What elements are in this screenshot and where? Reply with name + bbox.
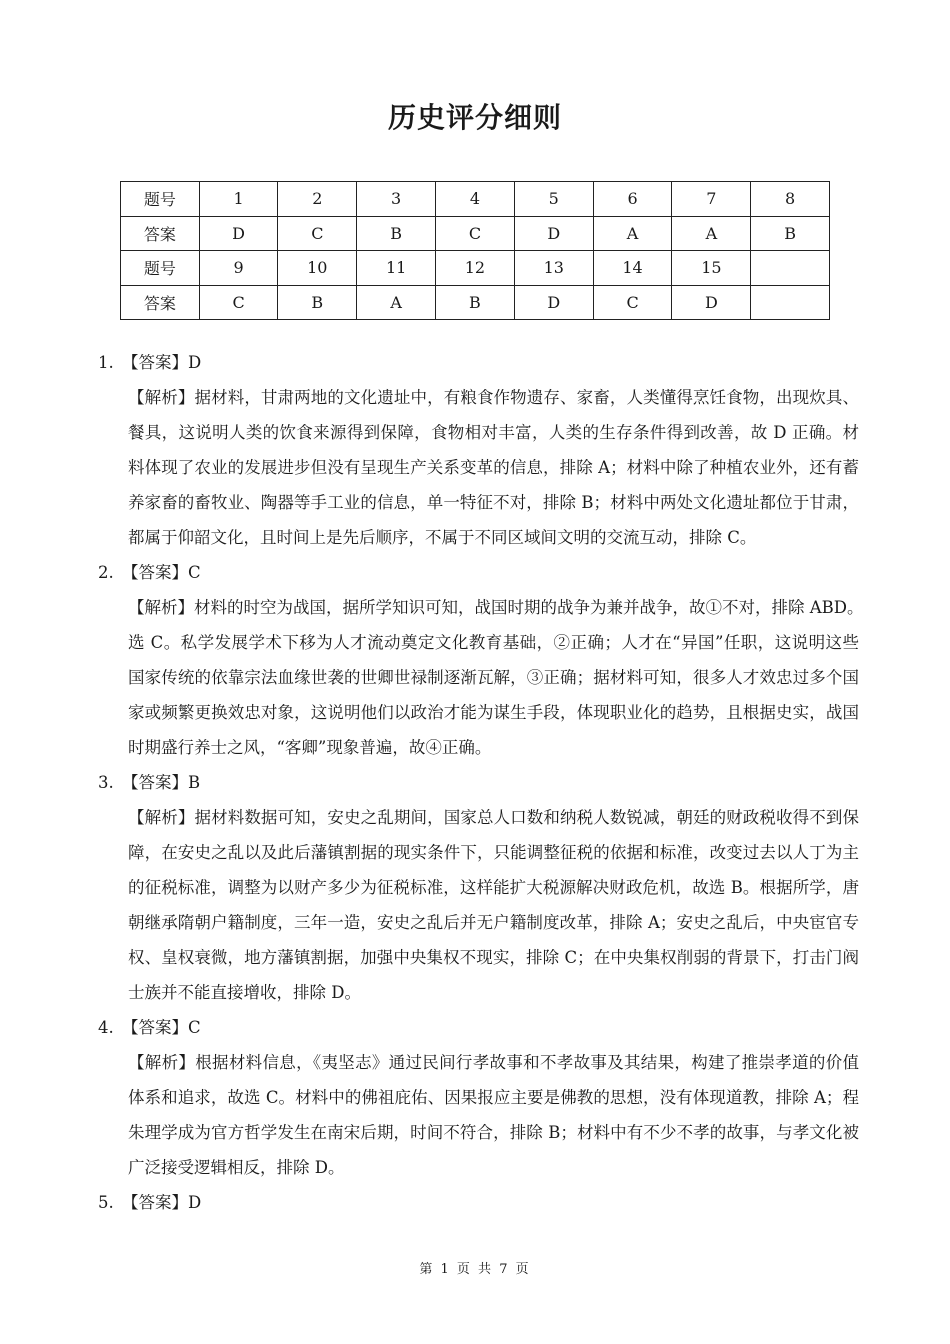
answer-label: 【答案】 (122, 1018, 188, 1037)
table-cell (751, 285, 830, 320)
row-header-cell: 题号 (121, 251, 200, 286)
item-number: 5. (98, 1193, 114, 1212)
analysis-line: 料体现了农业的发展进步但没有呈现生产关系变革的信息，排除 A；材料中除了种植农业外，还有蓄 (128, 458, 859, 477)
table-cell: 2 (278, 182, 357, 217)
answer-heading (0, 1010, 950, 1045)
table-cell: 6 (593, 182, 672, 217)
table-cell: C (278, 216, 357, 251)
answer-value: B (188, 773, 201, 792)
table-row (121, 182, 830, 217)
analysis-line: 都属于仰韶文化，且时间上是先后顺序，不属于不同区域间文明的交流互动，排除 C。 (128, 528, 757, 547)
answer-item (0, 1010, 950, 1185)
table-cell: 1 (199, 182, 278, 217)
analysis-line: 体系和追求，故选 C。材料中的佛祖庇佑、因果报应主要是佛教的思想，没有体现道教，排除 A；程 (128, 1088, 859, 1107)
table-cell: B (278, 285, 357, 320)
answer-heading (0, 1185, 950, 1220)
answer-table (120, 181, 830, 320)
table-cell: D (672, 285, 751, 320)
table-cell: 3 (357, 182, 436, 217)
answer-item (0, 555, 950, 765)
table-cell: 9 (199, 251, 278, 286)
analysis-line: 家或频繁更换效忠对象，这说明他们以政治才能为谋生手段，体现职业化的趋势，且根据史实，战国 (128, 703, 859, 722)
table-cell: D (199, 216, 278, 251)
analysis-line: 时期盛行养士之风，“客卿”现象普遍，故④正确。 (128, 738, 492, 757)
table-cell: 4 (436, 182, 515, 217)
item-number: 4. (98, 1018, 114, 1037)
table-cell (751, 251, 830, 286)
table-cell: B (436, 285, 515, 320)
analysis-line: 广泛接受逻辑相反，排除 D。 (128, 1158, 345, 1177)
analysis-line: 选 C。私学发展学术下移为人才流动奠定文化教育基础，②正确；人才在“异国”任职，这说明这些 (128, 633, 859, 652)
table-cell: 8 (751, 182, 830, 217)
row-header-cell: 答案 (121, 216, 200, 251)
table-cell: 12 (436, 251, 515, 286)
table-cell: 13 (514, 251, 593, 286)
answer-value: C (188, 1018, 201, 1037)
answer-heading (0, 555, 950, 590)
answer-value: C (188, 563, 201, 582)
answer-heading (0, 765, 950, 800)
table-cell: 10 (278, 251, 357, 286)
table-cell: B (357, 216, 436, 251)
answer-heading (0, 345, 950, 380)
table-row (121, 251, 830, 286)
analysis-line: 【解析】材料的时空为战国，据所学知识可知，战国时期的战争为兼并战争，故①不对，排除 ABD。 (128, 598, 864, 617)
analysis-line: 【解析】据材料数据可知，安史之乱期间，国家总人口数和纳税人数锐减，朝廷的财政税收得不到保 (128, 808, 859, 827)
table-cell: C (593, 285, 672, 320)
table-cell: 7 (672, 182, 751, 217)
analysis-line: 国家传统的依靠宗法血缘世袭的世卿世禄制逐渐瓦解，③正确；据材料可知，很多人才效忠过多个国 (128, 668, 859, 687)
answer-explanations (0, 345, 950, 1220)
answer-label: 【答案】 (122, 563, 188, 582)
table-cell: C (436, 216, 515, 251)
row-header-cell: 答案 (121, 285, 200, 320)
table-row (121, 216, 830, 251)
table-cell: B (751, 216, 830, 251)
answer-value: D (188, 1193, 202, 1212)
answer-value: D (188, 353, 202, 372)
analysis-line: 【解析】据材料，甘肃两地的文化遗址中，有粮食作物遗存、家畜，人类懂得烹饪食物，出现炊具、 (128, 388, 859, 407)
page-title: 历史评分细则 (387, 101, 562, 134)
table-cell: D (514, 285, 593, 320)
analysis-line: 养家畜的畜牧业、陶器等手工业的信息，单一特征不对，排除 B；材料中两处文化遗址都位于甘肃， (128, 493, 859, 512)
item-number: 1. (98, 353, 114, 372)
page-footer: 第 1 页 共 7 页 (419, 1262, 531, 1277)
table-row (121, 285, 830, 320)
row-header-cell: 题号 (121, 182, 200, 217)
answer-label: 【答案】 (122, 353, 188, 372)
analysis-line: 朱理学成为官方哲学发生在南宋后期，时间不符合，排除 B；材料中有不少不孝的故事，与孝文化被 (128, 1123, 859, 1142)
item-number: 3. (98, 773, 114, 792)
table-cell: 5 (514, 182, 593, 217)
answer-item (0, 765, 950, 1010)
analysis-line: 权、皇权衰微，地方藩镇割据，加强中央集权不现实，排除 C；在中央集权削弱的背景下，打击门阀 (128, 948, 859, 967)
table-cell: 14 (593, 251, 672, 286)
answer-item (0, 1185, 950, 1220)
answer-label: 【答案】 (122, 773, 188, 792)
analysis-line: 朝继承隋朝户籍制度，三年一造，安史之乱后并无户籍制度改革，排除 A；安史之乱后，中央宦官专 (128, 913, 859, 932)
answer-label: 【答案】 (122, 1193, 188, 1212)
table-cell: 15 (672, 251, 751, 286)
table-cell: C (199, 285, 278, 320)
answer-item (0, 345, 950, 555)
analysis-line: 【解析】根据材料信息，《夷坚志》通过民间行孝故事和不孝故事及其结果，构建了推崇孝道的价值 (128, 1053, 859, 1072)
table-cell: A (357, 285, 436, 320)
table-cell: 11 (357, 251, 436, 286)
analysis-line: 士族并不能直接增收，排除 D。 (128, 983, 361, 1002)
table-cell: A (672, 216, 751, 251)
table-cell: D (514, 216, 593, 251)
table-cell: A (593, 216, 672, 251)
analysis-line: 障，在安史之乱以及此后藩镇割据的现实条件下，只能调整征税的依据和标准，改变过去以人丁为主 (128, 843, 859, 862)
analysis-line: 的征税标准，调整为以财产多少为征税标准，这样能扩大税源解决财政危机，故选 B。根据所学，唐 (128, 878, 859, 897)
item-number: 2. (98, 563, 114, 582)
analysis-line: 餐具，这说明人类的饮食来源得到保障，食物相对丰富，人类的生存条件得到改善，故 D 正确。材 (128, 423, 859, 442)
